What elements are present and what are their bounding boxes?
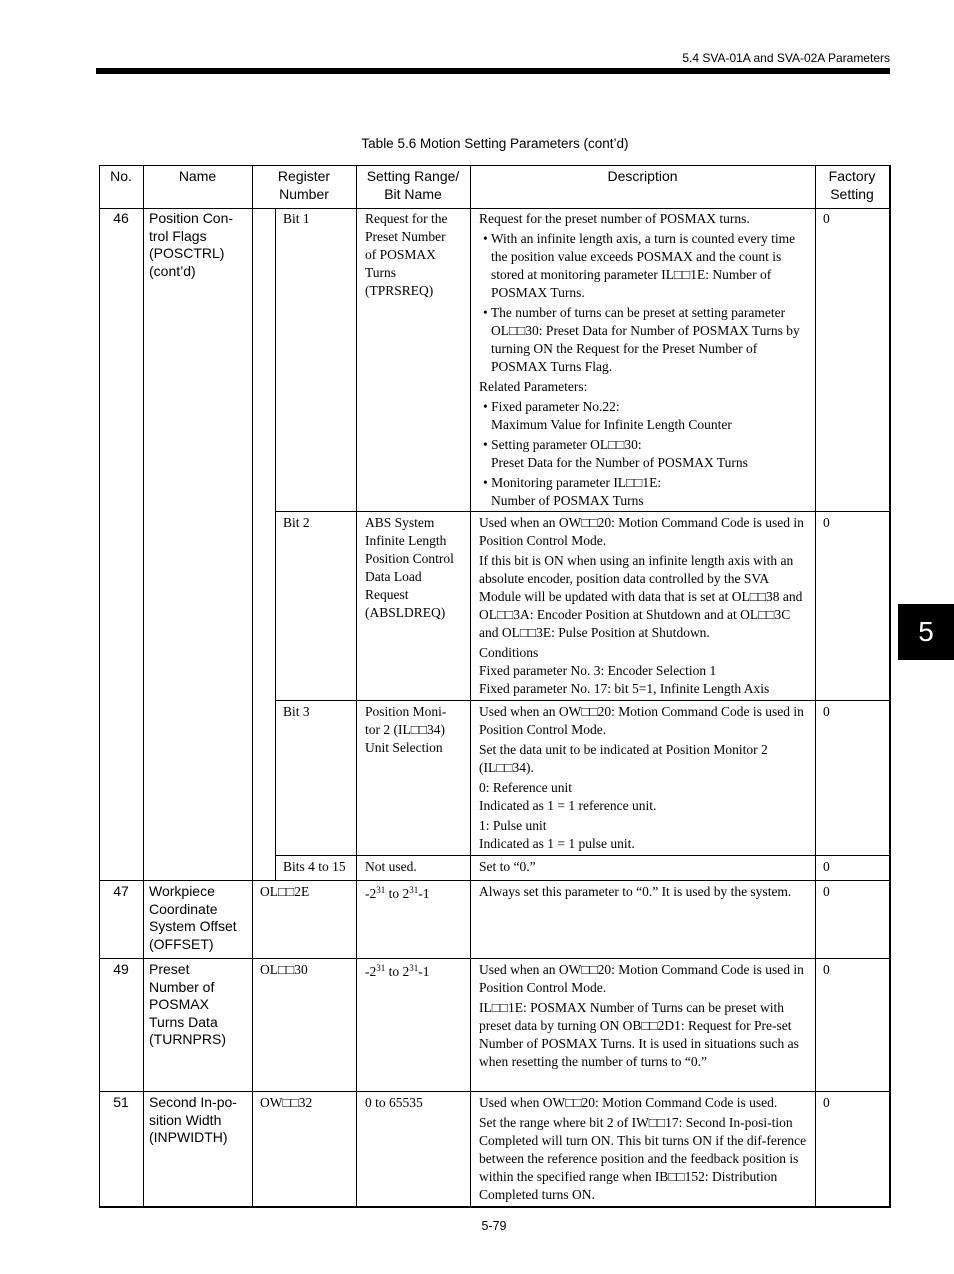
- bit1-desc-bullet-2: • The number of turns can be preset at setting parameter OL□□30: Preset Data for Number of POSMAX Turns by turning ON the Request for the Preset Number of POSMAX Turns Flag.: [483, 305, 800, 374]
- row-51-factory: 0: [823, 1095, 830, 1110]
- bit3-desc-1: Used when an OW□□20: Motion Command Code is used in Position Control Mode.: [479, 704, 804, 737]
- col-rule-description: [470, 165, 471, 1207]
- row-51-description: [479, 1094, 813, 1206]
- bit3-factory: 0: [823, 704, 830, 719]
- table-border-right: [889, 165, 891, 1207]
- bits4-15-factory: 0: [823, 859, 830, 874]
- section-title: 5.4 SVA-01A and SVA-02A Parameters: [682, 51, 890, 65]
- bits4-15-label: Bits 4 to 15: [283, 859, 346, 874]
- bit3-setting: Position Moni- tor 2 (IL□□34) Unit Selection: [365, 704, 447, 755]
- row-51-name: Second In-po- sition Width (INPWIDTH): [149, 1094, 237, 1145]
- bit1-desc-intro: Request for the preset number of POSMAX turns.: [479, 211, 750, 226]
- row-49-no: 49: [113, 961, 129, 977]
- col-header-no: No.: [110, 168, 132, 184]
- bit1-desc-bullet-1: • With an infinite length axis, a turn is counted every time the position value exceeds POSMAX and the count is stored at monitoring parameter IL□□1E: Number of POSMAX Turns.: [483, 231, 796, 300]
- col-header-setting: Setting Range/ Bit Name: [366, 168, 460, 202]
- bit3-desc-2: Set the data unit to be indicated at Position Monitor 2 (IL□□34).: [479, 742, 768, 775]
- table-border-left: [99, 165, 100, 1207]
- row-51-desc-1: Used when OW□□20: Motion Command Code is used.: [479, 1095, 778, 1110]
- row-47-name: Workpiece Coordinate System Offset (OFFSET): [149, 883, 237, 952]
- bit1-factory: 0: [823, 211, 830, 226]
- row-51-setting: 0 to 65535: [365, 1095, 423, 1110]
- row-49-factory: 0: [823, 962, 830, 977]
- bit2-label: Bit 2: [283, 515, 310, 530]
- chapter-tab: 5: [898, 604, 954, 660]
- bits4-15-description: Set to “0.”: [479, 859, 536, 874]
- row-divider-bits4-15: [275, 855, 891, 856]
- row-49-description: [479, 961, 813, 1073]
- col-header-name: Name: [178, 168, 217, 184]
- row-46-no: 46: [113, 210, 129, 226]
- row-divider-49: [99, 958, 891, 959]
- row-49-register: OL□□30: [260, 962, 308, 977]
- bits4-15-setting: Not used.: [365, 859, 417, 874]
- bit2-setting: ABS System Infinite Length Position Control Data Load Request (ABSLDREQ): [365, 515, 454, 620]
- col-rule-register: [252, 165, 253, 1207]
- row-47-factory: 0: [823, 884, 830, 899]
- row-47-description: Always set this parameter to “0.” It is used by the system.: [479, 884, 792, 899]
- col-header-description: Description: [607, 168, 678, 184]
- bit1-label: Bit 1: [283, 211, 310, 226]
- row-51-desc-2: Set the range where bit 2 of IW□□17: Second In-posi-tion Completed will turn ON. This bit turns ON if the dif-ference between the reference position and the feedback position is within the specified range when IB□□152: Distribution Completed turns ON.: [479, 1115, 807, 1202]
- bit1-desc-related-2: • Setting parameter OL□□30: Preset Data for the Number of POSMAX Turns: [483, 437, 748, 470]
- row-51-no: 51: [113, 1094, 129, 1110]
- row-46-name: Position Con- trol Flags (POSCTRL) (cont’d): [149, 210, 234, 279]
- bit1-desc-related: Related Parameters:: [479, 379, 588, 394]
- row-49-range: $-2^{31}$ to $2^{31}-1$: [365, 963, 430, 979]
- bit2-factory: 0: [823, 515, 830, 530]
- bit3-label: Bit 3: [283, 704, 310, 719]
- row-47-no: 47: [113, 883, 129, 899]
- table-border-bottom: [99, 1206, 891, 1208]
- col-rule-setting: [356, 165, 357, 1207]
- row-49-desc-1: Used when an OW□□20: Motion Command Code is used in Position Control Mode.: [479, 962, 804, 995]
- table-border-top: [99, 165, 891, 166]
- col-header-factory: Factory Setting: [828, 168, 876, 202]
- bit2-desc-1: Used when an OW□□20: Motion Command Code is used in Position Control Mode.: [479, 515, 804, 548]
- col-rule-factory: [815, 165, 816, 1207]
- bit2-desc-conditions: Conditions Fixed parameter No. 3: Encoder Selection 1 Fixed parameter No. 17: bit 5=1, Infinite Length Axis: [479, 645, 770, 696]
- page-number: 5-79: [481, 1219, 507, 1233]
- col-header-register: Register Number: [277, 168, 331, 202]
- bit-indent-rule: [275, 208, 276, 880]
- header-divider: [99, 208, 891, 209]
- row-51-register: OW□□32: [260, 1095, 313, 1110]
- table-caption: Table 5.6 Motion Setting Parameters (cont’d): [361, 136, 629, 151]
- header-rule: [96, 68, 890, 74]
- bit2-description: [479, 514, 813, 700]
- row-49-desc-2: IL□□1E: POSMAX Number of Turns can be preset with preset data by turning ON OB□□2D1: Request for Pre-set Number of POSMAX Turns. It is used in situations such as when resetting the number of turns to “0.”: [479, 1000, 799, 1069]
- bit1-desc-related-3: • Monitoring parameter IL□□1E: Number of POSMAX Turns: [483, 475, 662, 508]
- bit2-desc-2: If this bit is ON when using an infinite length axis with an absolute encoder, position data controlled by the SVA Module will be updated with data that is set at OL□□38 and OL□□3A: Encoder Position at Shutdown and at OL□□3C and OL□□3E: Pulse Position at Shutdown.: [479, 553, 803, 640]
- col-rule-name: [143, 165, 144, 1207]
- row-divider-47: [99, 880, 891, 881]
- bit1-description: [479, 210, 813, 512]
- bit3-desc-4: 1: Pulse unit Indicated as 1 = 1 pulse unit.: [479, 818, 635, 851]
- row-47-range: $-2^{31}$ to $2^{31}-1$: [365, 885, 430, 901]
- row-47-register: OL□□2E: [260, 884, 310, 899]
- bit3-description: [479, 703, 813, 855]
- bit1-desc-related-1: • Fixed parameter No.22: Maximum Value for Infinite Length Counter: [483, 399, 732, 432]
- bit3-desc-3: 0: Reference unit Indicated as 1 = 1 reference unit.: [479, 780, 657, 813]
- row-divider-51: [99, 1091, 891, 1092]
- row-divider-bit3: [275, 700, 891, 701]
- bit1-setting: Request for the Preset Number of POSMAX Turns (TPRSREQ): [365, 211, 448, 298]
- row-49-name: Preset Number of POSMAX Turns Data (TURNPRS): [149, 961, 226, 1047]
